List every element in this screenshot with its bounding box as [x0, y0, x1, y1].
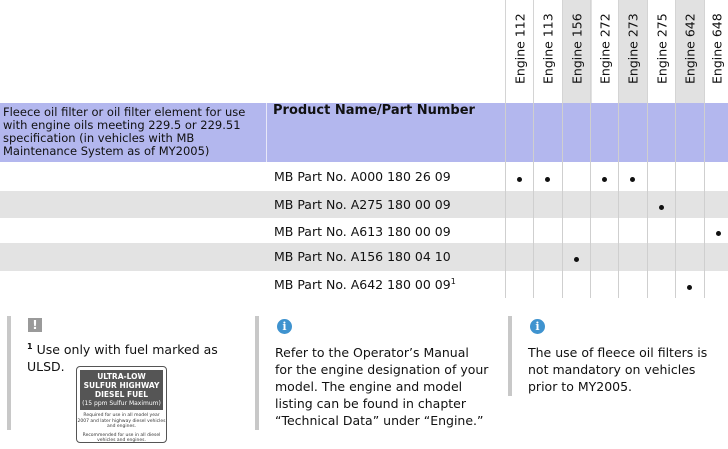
applicability-dot [517, 177, 522, 182]
engine-column-header [590, 0, 620, 103]
grid-line [675, 103, 676, 298]
part-number: MB Part No. A275 180 00 09 [274, 197, 451, 212]
info-icon: i [530, 319, 545, 334]
grid-line [505, 103, 506, 298]
column-title: Product Name/Part Number [273, 103, 475, 118]
applicability-dot [716, 231, 721, 236]
engine-label: Engine 112 [512, 13, 528, 84]
applicability-dot [687, 285, 692, 290]
warning-icon: ! [28, 318, 42, 332]
engine-column-header [618, 0, 648, 103]
grid-line [562, 103, 563, 298]
engine-label: Engine 156 [569, 13, 585, 84]
ulsd-fuel-badge: ULTRA-LOW SULFUR HIGHWAY DIESEL FUEL (15 ppm Sulfur Maximum) Required for use in all model year 2007 and later highway diesel vehicles and engines. Recommended for use in all diesel vehicles and engines. [76, 366, 167, 443]
grid-line [533, 103, 534, 298]
operator-manual-note [255, 316, 490, 436]
engine-column-header [647, 0, 677, 103]
fleece-note-text: The use of fleece oil filters is not mandatory on vehicles prior to MY2005. [528, 345, 708, 394]
engine-column-header [505, 0, 535, 103]
footnote-marker: 1 [450, 277, 456, 286]
grid-line [590, 103, 591, 298]
part-number: MB Part No. A642 180 00 $09^1$ [274, 277, 456, 293]
engine-column-header [675, 0, 705, 103]
applicability-dot [630, 177, 635, 182]
badge-title: ULTRA-LOW SULFUR HIGHWAY DIESEL FUEL (15 ppm Sulfur Maximum) [80, 370, 163, 410]
applicability-dot [574, 257, 579, 262]
part-number: MB Part No. A156 180 04 10 [274, 249, 451, 264]
applicability-dot [602, 177, 607, 182]
engine-label: Engine 275 [654, 13, 670, 84]
footnote-text: $^1$ Use only with fuel marked as ULSD. [27, 342, 218, 375]
grid-line [647, 103, 648, 298]
engine-column-header [533, 0, 563, 103]
engine-label: Engine 642 [682, 13, 698, 84]
engine-column-header [562, 0, 592, 103]
applicability-dot [659, 205, 664, 210]
part-number: MB Part No. A000 180 26 09 [274, 169, 451, 184]
engine-header-row [0, 0, 728, 103]
applicability-dot [545, 177, 550, 182]
grid-line [266, 103, 267, 162]
engine-label: Engine 113 [540, 13, 556, 84]
engine-label: Engine 272 [597, 13, 613, 84]
engine-label: Engine 648 [709, 13, 725, 84]
operator-note-text: Refer to the Operator’s Manual for the engine designation of your model. The engine and model listing can be found in chapter “Technical Data” under “Engine.” [275, 345, 489, 428]
filter-description: Fleece oil filter or oil filter element for use with engine oils meeting 229.5 or 229.51 specification (in vehicles with MB Maintenance System as of MY2005) [3, 105, 246, 158]
engine-column-header [704, 0, 728, 103]
grid-line [618, 103, 619, 298]
info-icon: i [277, 319, 292, 334]
part-number: MB Part No. A613 180 00 09 [274, 224, 451, 239]
engine-label: Engine 273 [625, 13, 641, 84]
fleece-filter-note [508, 316, 723, 436]
grid-line [704, 103, 705, 298]
